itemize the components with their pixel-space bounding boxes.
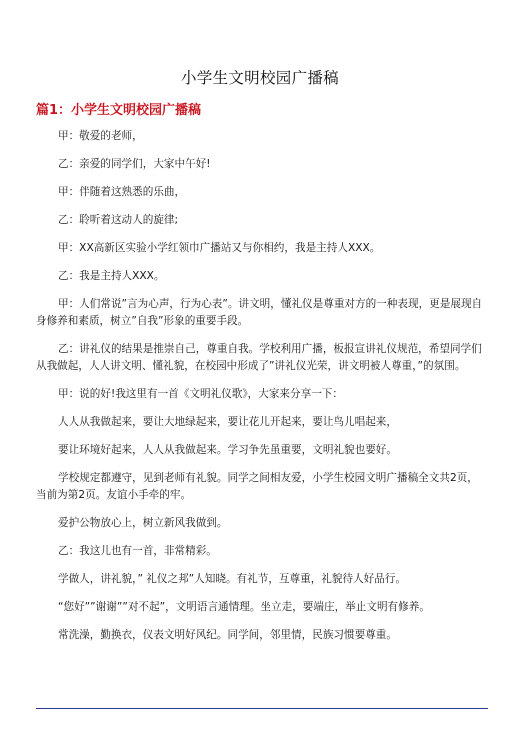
paragraph: 人人从我做起来，要让大地绿起来，要让花儿开起来，要让鸟儿唱起来， — [58, 416, 397, 428]
paragraph: “您好””谢谢””对不起”，文明语言通情理。坐立走，要端庄，举止文明有修养。 — [58, 601, 430, 613]
paragraph: 常洗澡，勤换衣，仪表文明好风纪。同学间，邻里情，民族习惯要尊重。 — [58, 629, 397, 641]
paragraph: 乙：我这儿也有一首，非常精彩。 — [58, 545, 217, 557]
paragraph: 爱护公物放心上，树立新风我做到。 — [58, 517, 228, 529]
paragraph: 要让环境好起来，人人从我做起来。学习争先虽重要，文明礼貌也要好。 — [58, 444, 397, 456]
paragraph: 甲：敬爱的老师， — [58, 130, 143, 142]
paragraph: 甲：人们常说”言为心声，行为心表”。讲文明，懂礼仪是尊重对方的一种表现，更是展现自身修养和素质，树立”自我”形象的重要手段。 — [36, 298, 483, 327]
paragraph: 乙：聆听着这动人的旋律; — [58, 214, 179, 226]
footer-divider — [36, 708, 488, 709]
paragraph: 乙：亲爱的同学们，大家中午好! — [58, 158, 211, 170]
paragraph: 甲：XX高新区实验小学红领巾广播站又与你相约，我是主持人XXX。 — [58, 242, 381, 254]
document-body — [36, 128, 488, 644]
section-heading: 篇1：小学生文明校园广播稿 — [36, 103, 202, 118]
paragraph: 乙：讲礼仪的结果是推崇自己，尊重自我。学校利用广播，板报宣讲礼仪规范，希望同学们从我做起，人人讲文明、懂礼貌，在校园中形成了”讲礼仪光荣，讲文明被人尊重，”的氛围。 — [36, 343, 482, 372]
paragraph: 乙：我是主持人XXX。 — [58, 270, 165, 282]
document-title: 小学生文明校园广播稿 — [180, 69, 339, 87]
paragraph: 学校规定都遵守，见到老师有礼貌。同学之间相友爱，小学生校园文明广播稿全文共2页，当前为第2页。友谊小手牵的牢。 — [36, 472, 478, 501]
paragraph: 学做人，讲礼貌，” 礼仪之邦”人知晓。有礼节，互尊重，礼貌待人好品行。 — [58, 573, 407, 585]
paragraph: 甲：说的好!我这里有一首《文明礼仪歌》，大家来分享一下： — [58, 388, 343, 400]
paragraph: 甲：伴随着这熟悉的乐曲， — [58, 186, 186, 198]
